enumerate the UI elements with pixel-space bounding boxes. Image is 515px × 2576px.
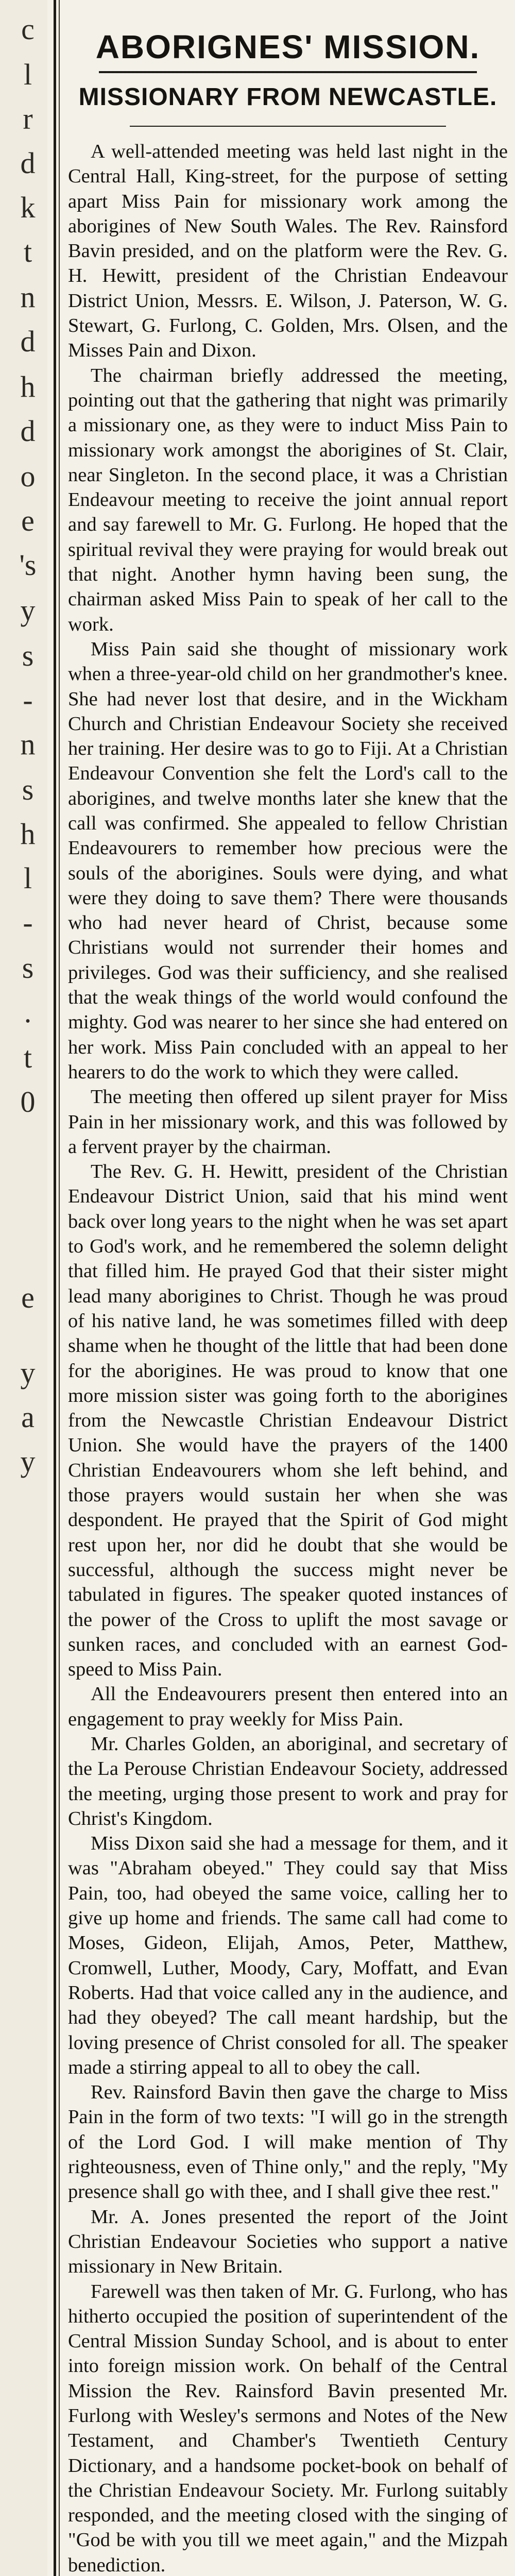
column-rule <box>54 0 56 2576</box>
gutter-fragment: d <box>20 325 36 358</box>
gutter-fragment: d <box>20 146 36 180</box>
gutter-fragment: s <box>22 773 34 806</box>
column-rule-inner <box>59 0 60 2576</box>
gutter-fragment: s <box>22 951 34 985</box>
gutter-fragment: k <box>20 191 36 224</box>
gutter-fragment: y <box>20 1445 36 1478</box>
gutter-fragment: l <box>23 861 32 895</box>
gutter-fragment: n <box>20 727 36 761</box>
paragraph: The meeting then offered up silent prayer for Miss Pain in her missionary work, and this was followed by a fervent prayer by the chairman. <box>68 1086 508 1158</box>
gutter-fragment: 0 <box>20 1085 36 1118</box>
paragraph: The chairman briefly addressed the meeting, pointing out that the gathering that night was primarily a missionary one, as they were to induct Miss Pain to missionary work amongst the aborigines of St. Clair, near Singleton. In the second place, it was a Christian Endeavour meeting to receive the joint annual report and say farewell to Mr. G. Furlong. He hoped that the spiritual revival they were praying for would break out that night. Another hymn having been sung, the chairman asked Miss Pain to speak of her call to the work. <box>68 364 508 635</box>
article-heading: ABORIGNES' MISSION. <box>95 28 480 65</box>
gutter-fragment: e <box>21 1281 35 1314</box>
paragraph: Miss Dixon said she had a message for them, and it was "Abraham obeyed." They could say that Miss Pain, too, had obeyed the same voice, calling her to give up home and friends. The same call had come to Moses, Gideon, Elijah, Amos, Peter, Matthew, Cromwell, Luther, Moody, Cary, Moffatt, and Evan Roberts. Had that voice called any in the audience, and had they obeyed? The call meant hardship, but the loving presence of Christ consoled for all. The speaker made a stirring appeal to all to obey the call. <box>68 1833 508 2078</box>
gutter-fragment: h <box>20 370 36 403</box>
gutter-fragment: o <box>20 460 36 493</box>
gutter-fragment: l <box>23 58 32 91</box>
adjacent-column-fragments <box>0 0 47 2576</box>
gutter-fragment: . <box>24 995 32 1029</box>
gutter-fragment: 's <box>19 548 37 582</box>
paragraph: Mr. A. Jones presented the report of the Joint Christian Endeavour Societies who support a native missionary in New Britain. <box>68 2206 508 2278</box>
paragraph: The Rev. G. H. Hewitt, president of the Christian Endeavour District Union, said that his mind went back over long years to the night when he was set apart to God's work, and he remembered the solemn delight that filled him. He prayed God that their sister might lead many aborigines to Christ. Though he was proud of his native land, he was sometimes filled with deep shame when he thought of the little that had been done for the aborigines. He was proud to know that one more mission sister was going forth to the aborigines from the Newcastle Christian Endeavour District Union. She would have the prayers of the 1400 Christian Endeavourers whom she left behind, and those prayers would sustain her when she was despondent. He prayed that the Spirit of God might rest upon her, nor did he doubt that she would be successful, although the success might never be tabulated in figures. The speaker quoted instances of the power of the Cross to uplift the most savage or sunken races, and concluded with an earnest God-speed to Miss Pain. <box>68 1161 508 1681</box>
article-body <box>68 139 508 2576</box>
subheading-rule <box>130 126 446 127</box>
gutter-fragment: c <box>21 12 35 46</box>
paragraph: Mr. Charles Golden, an aboriginal, and secretary of the La Perouse Christian Endeavour Society, addressed the meeting, urging those present to work and pray for Christ's Kingdom. <box>68 1733 508 1829</box>
paragraph: All the Endeavourers present then entered into an engagement to pray weekly for Miss Pain. <box>68 1683 508 1730</box>
article-subheading: MISSIONARY FROM NEWCASTLE. <box>78 83 497 111</box>
gutter-fragment: y <box>20 594 36 627</box>
gutter-fragment: a <box>21 1400 35 1434</box>
gutter-fragment: - <box>23 906 33 939</box>
gutter-fragment: - <box>23 683 33 717</box>
heading-rule <box>99 71 477 73</box>
gutter-fragment: s <box>22 639 34 672</box>
article <box>68 10 508 2576</box>
paragraph: Rev. Rainsford Bavin then gave the charge to Miss Pain in the form of two texts: "I will go in the strength of the Lord God. I will make mention of Thy righteousness, even of Thine only," and the reply, "My presence shall go with thee, and I shall give thee rest." <box>68 2081 508 2203</box>
paragraph: Miss Pain said she thought of missionary work when a three-year-old child on her grandmother's knee. She had never lost that desire, and in the Wickham Church and Christian Endeavour Society she received her training. Her desire was to go to Fiji. At a Christian Endeavour Convention she felt the Lord's call to the aborigines, and twelve months later she knew that the call was confirmed. She appealed to fellow Christian Endeavourers to remember how precious were the souls of the aborigines. Souls were dying, and what were they doing to save them? There were thousands who had never heard of Christ, because some Christians would not surrender their homes and privileges. God was their sufficiency, and she realised that the weak things of the world would confound the mighty. God was nearer to her since she had entered on her work. Miss Pain concluded with an appeal to her hearers to do the work to which they were called. <box>68 638 508 1083</box>
gutter-fragment: y <box>20 1356 36 1389</box>
gutter-fragment: n <box>20 280 36 314</box>
gutter-fragment: r <box>23 102 33 135</box>
paragraph: Farewell was then taken of Mr. G. Furlong, who has hitherto occupied the position of superintendent of the Central Mission Sunday School, and is about to enter into foreign mission work. On behalf of the Central Mission the Rev. Rainsford Bavin presented Mr. Furlong with Wesley's sermons and Notes of the New Testament, and Chamber's Twentieth Century Dictionary, and a handsome pocket-book on behalf of the Christian Endeavour Society. Mr. Furlong suitably responded, and the meeting closed with the singing of "God be with you till we meet again," and the Mizpah benediction. <box>68 2280 508 2576</box>
gutter-fragment: e <box>21 504 35 537</box>
gutter-fragment: h <box>20 817 36 851</box>
gutter-fragment: t <box>23 235 32 268</box>
gutter-fragment: t <box>23 1041 32 1074</box>
gutter-fragment: d <box>20 414 36 448</box>
paragraph: A well-attended meeting was held last night in the Central Hall, King-street, for the purpose of setting apart Miss Pain for missionary work among the aborigines of New South Wales. The Rev. Rainsford Bavin presided, and on the platform were the Rev. G. H. Hewitt, president of the Christian Endeavour District Union, Messrs. E. Wilson, J. Paterson, W. G. Stewart, G. Furlong, C. Golden, Mrs. Olsen, and the Misses Pain and Dixon. <box>68 140 508 362</box>
